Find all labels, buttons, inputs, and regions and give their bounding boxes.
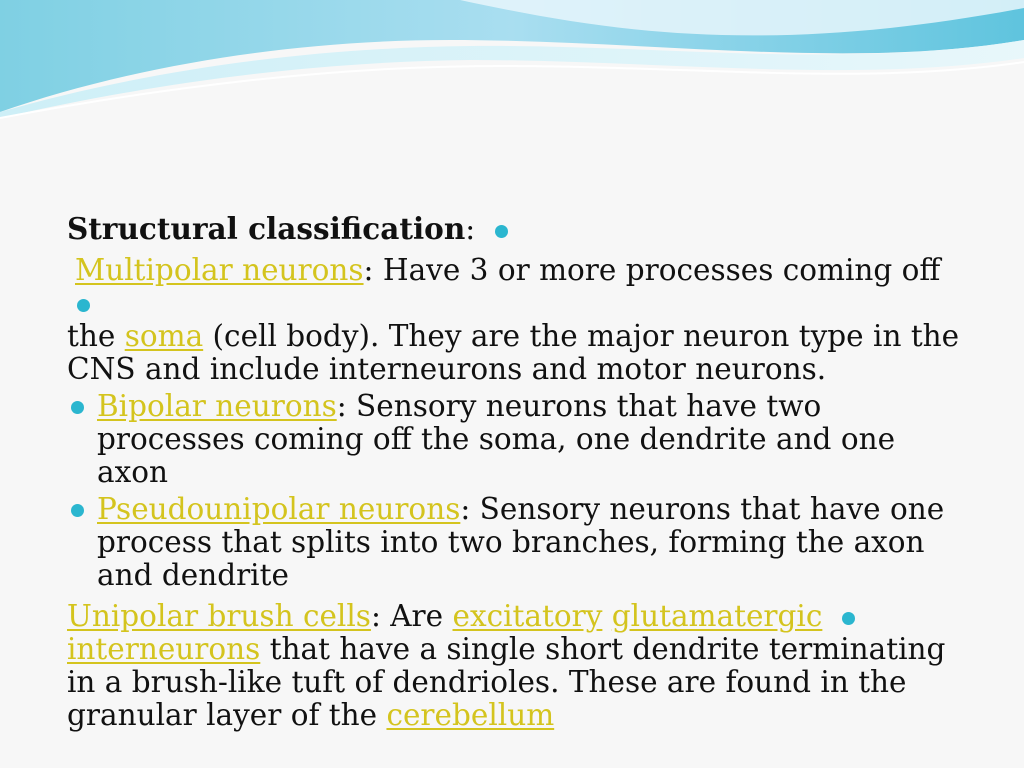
cerebellum-link[interactable]: cerebellum xyxy=(386,698,555,732)
pseudounipolar-link[interactable]: Pseudounipolar neurons xyxy=(97,492,461,526)
multipolar-link[interactable]: Multipolar neurons xyxy=(75,253,364,287)
bullet-icon xyxy=(71,401,84,414)
interneurons-link[interactable]: interneurons xyxy=(67,632,261,666)
slide-body xyxy=(67,212,967,732)
unipolar-paragraph xyxy=(67,600,967,732)
bullet-icon xyxy=(495,225,508,238)
glutamatergic-link[interactable]: glutamatergic xyxy=(611,599,823,633)
multipolar-text-1: : Have 3 or more processes coming off xyxy=(363,253,941,287)
pseudounipolar-text: : Sensory neurons that have one process that splits into two branches, forming the axon and dendrite xyxy=(97,492,945,592)
heading-title: Structural classification xyxy=(67,211,466,246)
bullet-icon xyxy=(842,612,855,625)
heading-paragraph xyxy=(67,212,967,246)
bipolar-link[interactable]: Bipolar neurons xyxy=(97,389,337,423)
header-wave-decoration xyxy=(0,0,1024,130)
bipolar-text: : Sensory neurons that have two processes coming off the soma, one dendrite and one axon xyxy=(97,389,896,489)
bullet-icon xyxy=(77,299,90,312)
unipolar-text-2: that have a single short dendrite terminating in a brush-like tuft of dendrioles. These are found in the granular layer of the xyxy=(67,632,946,732)
bullet-item-bipolar xyxy=(67,390,967,489)
unipolar-text-1: : Are xyxy=(370,599,453,633)
unipolar-link[interactable]: Unipolar brush cells xyxy=(67,599,371,633)
heading-colon: : xyxy=(465,212,476,246)
multipolar-paragraph xyxy=(67,254,967,386)
bullet-item-pseudounipolar xyxy=(67,493,967,592)
multipolar-text-the: the xyxy=(67,319,125,353)
excitatory-link[interactable]: excitatory xyxy=(452,599,603,633)
bullet-icon xyxy=(71,504,84,517)
soma-link[interactable]: soma xyxy=(124,319,204,353)
multipolar-text-2: (cell body). They are the major neuron type in the CNS and include interneurons and motor neurons. xyxy=(67,319,960,386)
